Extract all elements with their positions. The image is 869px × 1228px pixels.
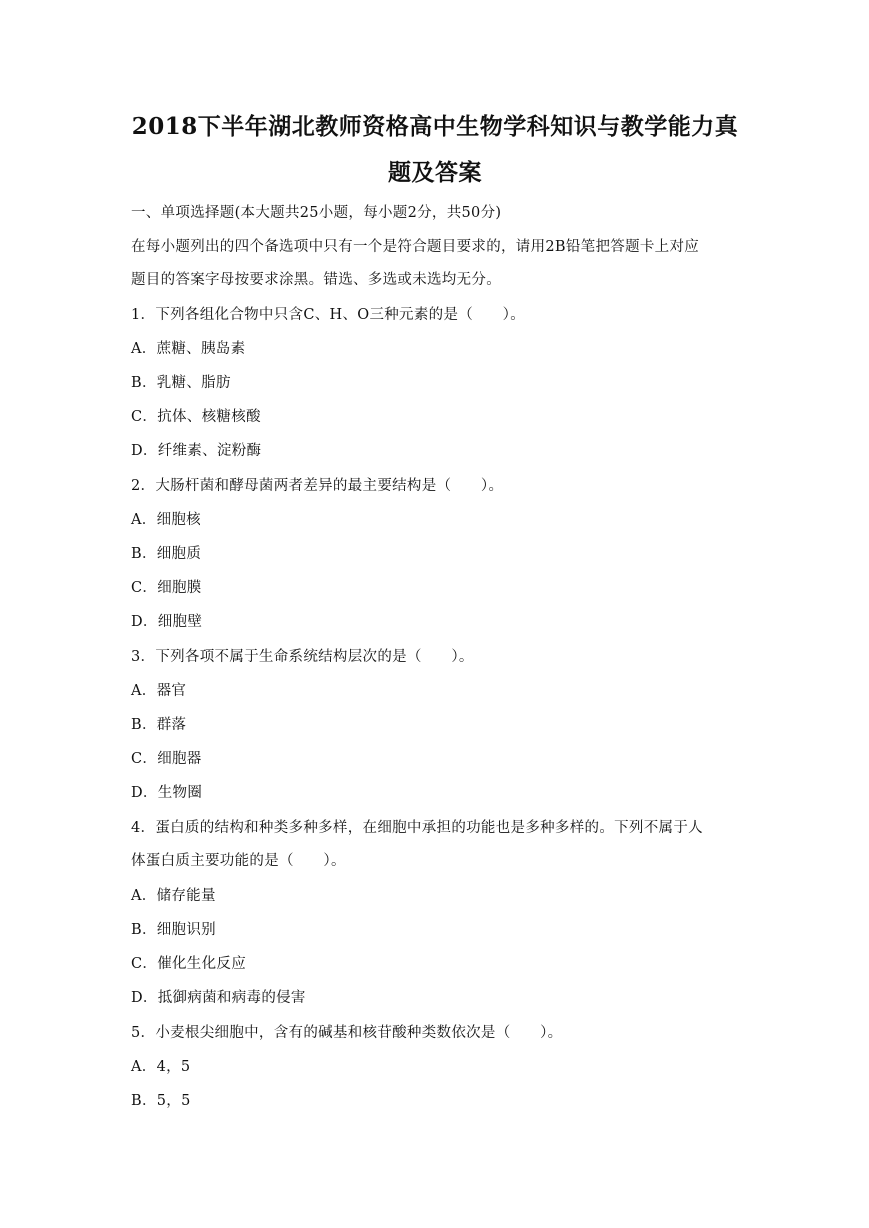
question-3-option-d: D．生物圈 [131, 785, 203, 801]
section-header: 一、单项选择题(本大题共25小题，每小题2分，共50分) [131, 205, 502, 221]
question-4-option-c: C．催化生化反应 [131, 956, 246, 972]
question-4-option-d: D．抵御病菌和病毒的侵害 [131, 990, 306, 1006]
question-2-option-d: D．细胞壁 [131, 614, 203, 630]
question-2-option-a: A．细胞核 [131, 512, 201, 528]
question-5-option-b: B．5，5 [131, 1093, 191, 1109]
question-4-stem-line2: 体蛋白质主要功能的是（ ）。 [131, 853, 346, 869]
question-2-option-c: C．细胞膜 [131, 580, 202, 596]
question-1-option-d: D．纤维素、淀粉酶 [131, 443, 262, 459]
question-4-option-a: A．储存能量 [131, 888, 216, 904]
document-title-line1: 2018下半年湖北教师资格高中生物学科知识与教学能力真 [131, 113, 739, 140]
question-5-stem: 5．小麦根尖细胞中，含有的碱基和核苷酸种类数依次是（ ）。 [131, 1025, 563, 1041]
instructions-line2: 题目的答案字母按要求涂黑。错选、多选或未选均无分。 [131, 272, 501, 288]
question-1-stem: 1．下列各组化合物中只含C、H、O三种元素的是（ ）。 [131, 307, 525, 323]
question-1-option-a: A．蔗糖、胰岛素 [131, 341, 246, 357]
question-4-stem-line1: 4．蛋白质的结构和种类多种多样，在细胞中承担的功能也是多种多样的。下列不属于人 [131, 820, 703, 836]
question-4-option-b: B．细胞识别 [131, 922, 216, 938]
question-1-option-c: C．抗体、核糖核酸 [131, 409, 261, 425]
question-5-option-a: A．4，5 [131, 1059, 191, 1075]
question-2-stem: 2．大肠杆菌和酵母菌两者差异的最主要结构是（ ）。 [131, 478, 504, 494]
question-3-option-a: A．器官 [131, 683, 187, 699]
question-3-stem: 3．下列各项不属于生命系统结构层次的是（ ）。 [131, 649, 474, 665]
question-1-option-b: B．乳糖、脂肪 [131, 375, 231, 391]
question-3-option-c: C．细胞器 [131, 751, 202, 767]
instructions-line1: 在每小题列出的四个备选项中只有一个是符合题目要求的，请用2B铅笔把答题卡上对应 [131, 239, 700, 255]
question-2-option-b: B．细胞质 [131, 546, 202, 562]
question-3-option-b: B．群落 [131, 717, 187, 733]
document-title-line2: 题及答案 [388, 159, 482, 186]
